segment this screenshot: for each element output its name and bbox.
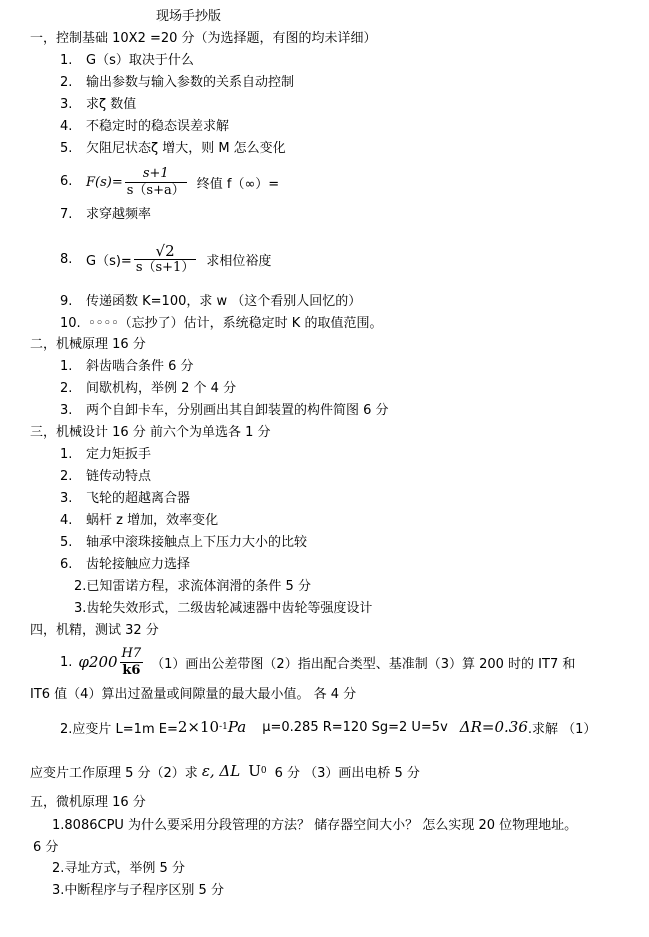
item-number: 1.: [60, 447, 73, 462]
item-number: 6.: [60, 557, 73, 572]
item-number: 8.: [60, 252, 73, 267]
list-item: [60, 359, 194, 375]
item-text: 传递函数 K=100，求 w （这个看别人回忆的）: [86, 294, 362, 309]
formula-exponent: -1: [219, 722, 228, 732]
page-title: 现场手抄版: [156, 9, 222, 24]
item-text: 求穿越频率: [86, 207, 152, 222]
formula-unit: Pa: [227, 718, 247, 736]
fraction-denominator: s（s+1）: [135, 259, 195, 275]
item-text: 链传动特点: [86, 469, 152, 484]
item-number: 7.: [60, 207, 73, 222]
question-text: 2.应变片 L=1m E=: [60, 721, 178, 737]
list-item: [60, 316, 383, 332]
item-number: 10.: [60, 316, 81, 331]
question-text: 2.已知雷诺方程，求流体润滑的条件 5 分: [74, 579, 311, 594]
item-number: 9.: [60, 294, 73, 309]
fraction: [120, 646, 144, 679]
fraction-numerator: √2: [155, 241, 175, 260]
item-number: 6.: [60, 174, 73, 189]
question-text: 应变片工作原理 5 分（2）求: [30, 765, 198, 781]
formula-open-loop: [86, 234, 271, 284]
fraction-denominator: k6: [120, 662, 144, 679]
formula-lhs: F(s)=: [86, 174, 123, 190]
question-text: 3.中断程序与子程序区别 5 分: [52, 883, 224, 898]
formula-lhs: G（s)=: [86, 253, 132, 269]
item-text: G（s）取决于什么: [86, 53, 194, 68]
question-text: 2.寻址方式，举例 5 分: [52, 861, 185, 876]
section-2-heading: 二，机械原理 16 分: [30, 337, 146, 352]
item-text: 终值 f（∞）=: [196, 176, 280, 192]
section-5-heading: 五，微机原理 16 分: [30, 795, 146, 810]
item-text: 求ζ 数值: [86, 97, 137, 112]
fraction: [134, 243, 197, 276]
item-text: 输出参数与输入参数的关系自动控制: [86, 75, 295, 90]
question-text: IT6 值（4）算出过盈量或间隙量的最大最小值。 各 4 分: [30, 687, 357, 702]
list-item: [60, 513, 219, 529]
item-number: 1.: [60, 359, 73, 374]
question-tolerance: [60, 640, 575, 684]
section-1-heading: 一，控制基础 10X2 =20 分（为选择题，有图的均未详细）: [30, 31, 377, 46]
list-item: [60, 141, 286, 157]
formula-transfer-function: [86, 158, 279, 206]
list-item: [60, 207, 152, 223]
section-3-heading: 三，机械设计 16 分 前六个为单选各 1 分: [30, 425, 271, 440]
question-text: .求解 （1）: [527, 721, 597, 737]
fraction: [125, 166, 187, 199]
list-item: [60, 557, 191, 573]
list-item: [60, 53, 194, 69]
list-item: [60, 75, 295, 91]
item-text: 间歇机构，举例 2 个 4 分: [86, 381, 237, 396]
list-item: [60, 97, 137, 113]
item-number: 2.: [60, 469, 73, 484]
list-item: [60, 174, 72, 190]
question-strain-gauge: [60, 714, 596, 740]
item-number: 5.: [60, 141, 73, 156]
item-number: 4.: [60, 119, 73, 134]
formula-delta-r: ΔR=0.36: [459, 718, 528, 736]
list-item: [60, 535, 308, 551]
item-text: 求相位裕度: [206, 253, 272, 269]
formula-phi: φ200: [78, 653, 118, 671]
formula-epsilon: ε, ΔL: [201, 762, 241, 780]
list-item: [60, 403, 389, 419]
formula-modulus: 2×10: [177, 718, 220, 736]
item-number: 1.: [60, 654, 73, 670]
question-text: 1.8086CPU 为什么要采用分段管理的方法？ 储存器空间大小？ 怎么实现 20 位物理地址。: [52, 818, 578, 833]
fraction-numerator: s+1: [142, 165, 169, 181]
item-number: 4.: [60, 513, 73, 528]
item-text: 齿轮接触应力选择: [86, 557, 191, 572]
item-text: 蜗杆 z 增加，效率变化: [86, 513, 219, 528]
item-number: 3.: [60, 97, 73, 112]
section-4-heading: 四，机精，测试 32 分: [30, 623, 159, 638]
formula-u0: U: [248, 762, 261, 780]
item-text: 欠阻尼状态ζ 增大，则 M 怎么变化: [86, 141, 286, 156]
list-item: [60, 469, 152, 485]
question-text: μ=0.285 R=120 Sg=2 U=5v: [262, 719, 448, 735]
list-item: [60, 119, 230, 135]
item-text: 不稳定时的稳态误差求解: [86, 119, 230, 134]
list-item: [60, 491, 191, 507]
item-number: 1.: [60, 53, 73, 68]
question-text: 3.齿轮失效形式，二级齿轮减速器中齿轮等强度设计: [74, 601, 373, 616]
question-strain-gauge-cont: [30, 758, 420, 784]
item-text: 两个自卸卡车，分别画出其自卸装置的构件简图 6 分: [86, 403, 389, 418]
fraction-denominator: s（s+a）: [126, 182, 185, 198]
item-number: 5.: [60, 535, 73, 550]
item-number: 3.: [60, 403, 73, 418]
item-text: 定力矩扳手: [86, 447, 152, 462]
item-text: 斜齿啮合条件 6 分: [86, 359, 194, 374]
list-item: [60, 294, 362, 310]
question-text: （1）画出公差带图（2）指出配合类型、基准制（3）算 200 时的 IT7 和: [151, 656, 576, 672]
item-number: 2.: [60, 381, 73, 396]
list-item: [60, 381, 237, 397]
question-text: 6 分 （3）画出电桥 5 分: [274, 765, 420, 781]
item-number: 2.: [60, 75, 73, 90]
item-text: ◦◦◦◦（忘抄了）估计，系统稳定时 K 的取值范围。: [88, 316, 383, 331]
item-text: 飞轮的超越离合器: [86, 491, 191, 506]
item-number: 3.: [60, 491, 73, 506]
question-text: 6 分: [33, 840, 59, 855]
item-text: 轴承中滚珠接触点上下压力大小的比较: [86, 535, 308, 550]
list-item: [60, 252, 72, 268]
formula-subscript: 0: [260, 766, 267, 776]
fraction-numerator: H7: [121, 645, 142, 661]
list-item: [60, 447, 152, 463]
